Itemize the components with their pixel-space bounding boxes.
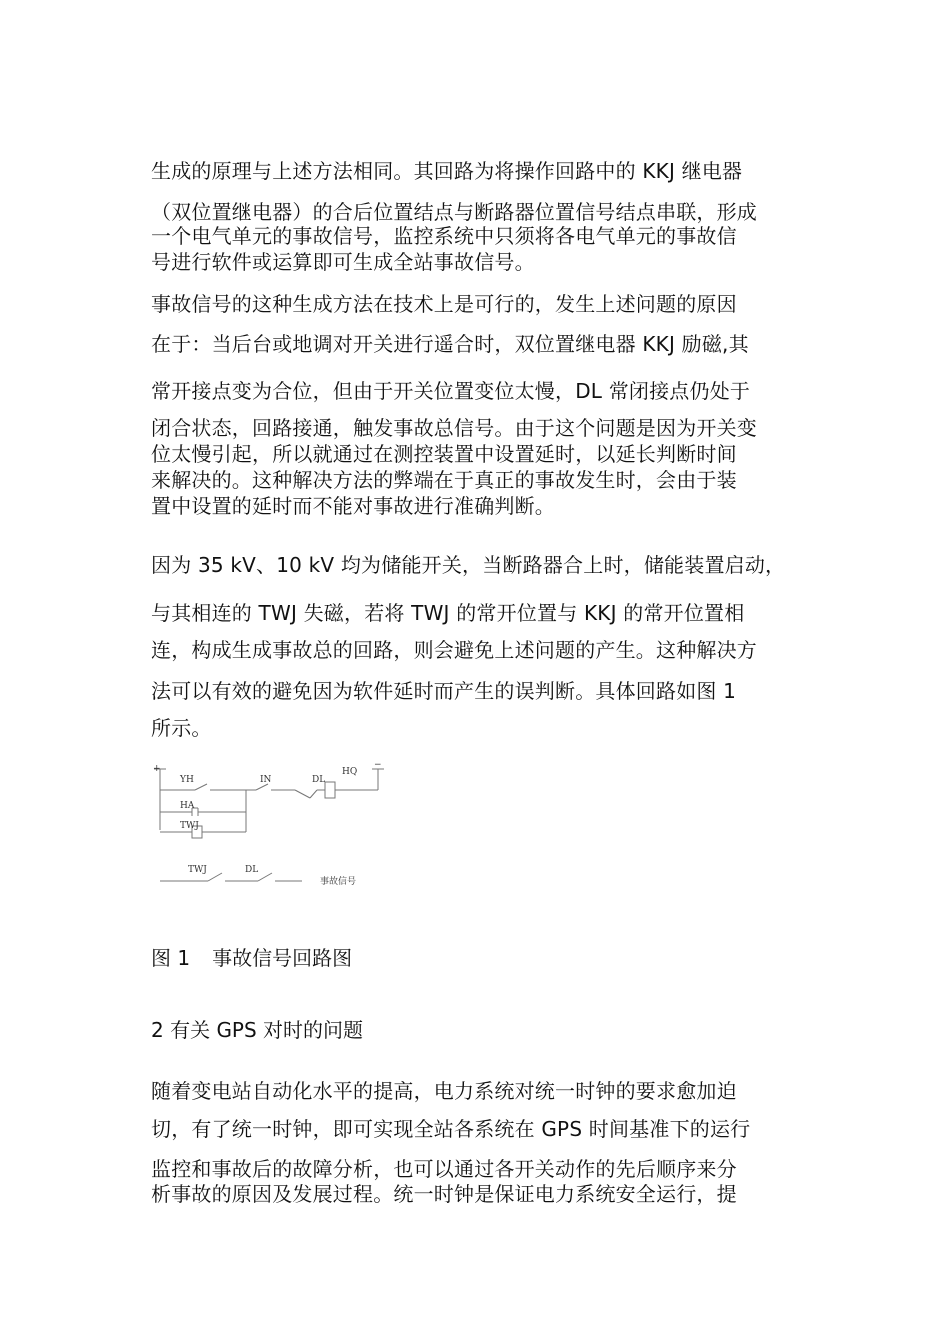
text-line: 所示。	[151, 716, 212, 740]
in-label: IN	[260, 775, 272, 785]
ha-label: HA	[180, 801, 195, 811]
text-line: 析事故的原因及发展过程。统一时钟是保证电力系统安全运行，提	[151, 1182, 737, 1206]
dl-contact-label: DL	[245, 865, 259, 875]
minus-label: −	[374, 760, 382, 770]
yh-label: YH	[180, 775, 194, 785]
text-line: 在于：当后台或地调对开关进行遥合时，双位置继电器 KKJ 励磁,其	[151, 332, 749, 356]
text-line: 闭合状态，回路接通，触发事故总信号。由于这个问题是因为开关变	[151, 416, 757, 440]
text-line: 置中设置的延时而不能对事故进行准确判断。	[151, 494, 555, 518]
fault-signal-label: 事故信号	[320, 877, 357, 887]
twj-contact-label: TWJ	[188, 865, 207, 875]
circuit-diagram	[150, 760, 410, 890]
text-line: 监控和事故后的故障分析，也可以通过各开关动作的先后顺序来分	[151, 1157, 737, 1181]
text-line: 位太慢引起，所以就通过在测控装置中设置延时，以延长判断时间	[151, 442, 737, 466]
plus-label: +	[153, 764, 161, 774]
text-line: 连，构成生成事故总的回路，则会避免上述问题的产生。这种解决方	[151, 638, 757, 662]
text-line: 法可以有效的避免因为软件延时而产生的误判断。具体回路如图 1	[151, 679, 737, 703]
figure-caption	[151, 944, 352, 972]
text-line: 号进行软件或运算即可生成全站事故信号。	[151, 250, 535, 274]
figure-title: 事故信号回路图	[212, 946, 353, 970]
text-line: 常开接点变为合位，但由于开关位置变位太慢，DL 常闭接点仍处于	[151, 379, 751, 403]
dl-label: DL	[312, 775, 326, 785]
hq-label: HQ	[342, 767, 358, 777]
text-line: 一个电气单元的事故信号，监控系统中只须将各电气单元的事故信	[151, 224, 737, 248]
text-line: 生成的原理与上述方法相同。其回路为将操作回路中的 KKJ 继电器	[151, 159, 743, 183]
text-line: 事故信号的这种生成方法在技术上是可行的，发生上述问题的原因	[151, 292, 737, 316]
text-line: 来解决的。这种解决方法的弊端在于真正的事故发生时，会由于装	[151, 468, 737, 492]
twj-label: TWJ	[180, 821, 199, 831]
circuit-svg	[150, 760, 410, 890]
text-line: 随着变电站自动化水平的提高，电力系统对统一时钟的要求愈加迫	[151, 1079, 737, 1103]
section-heading: 2 有关 GPS 对时的问题	[151, 1018, 364, 1042]
text-line: 切，有了统一时钟，即可实现全站各系统在 GPS 时间基准下的运行	[151, 1117, 751, 1141]
text-line: 与其相连的 TWJ 失磁，若将 TWJ 的常开位置与 KKJ 的常开位置相	[151, 601, 745, 625]
text-line: （双位置继电器）的合后位置结点与断路器位置信号结点串联，形成	[151, 200, 757, 224]
text-line: 因为 35 kV、10 kV 均为储能开关，当断路器合上时，储能装置启动，	[151, 553, 786, 577]
figure-number: 图 1	[151, 946, 191, 970]
